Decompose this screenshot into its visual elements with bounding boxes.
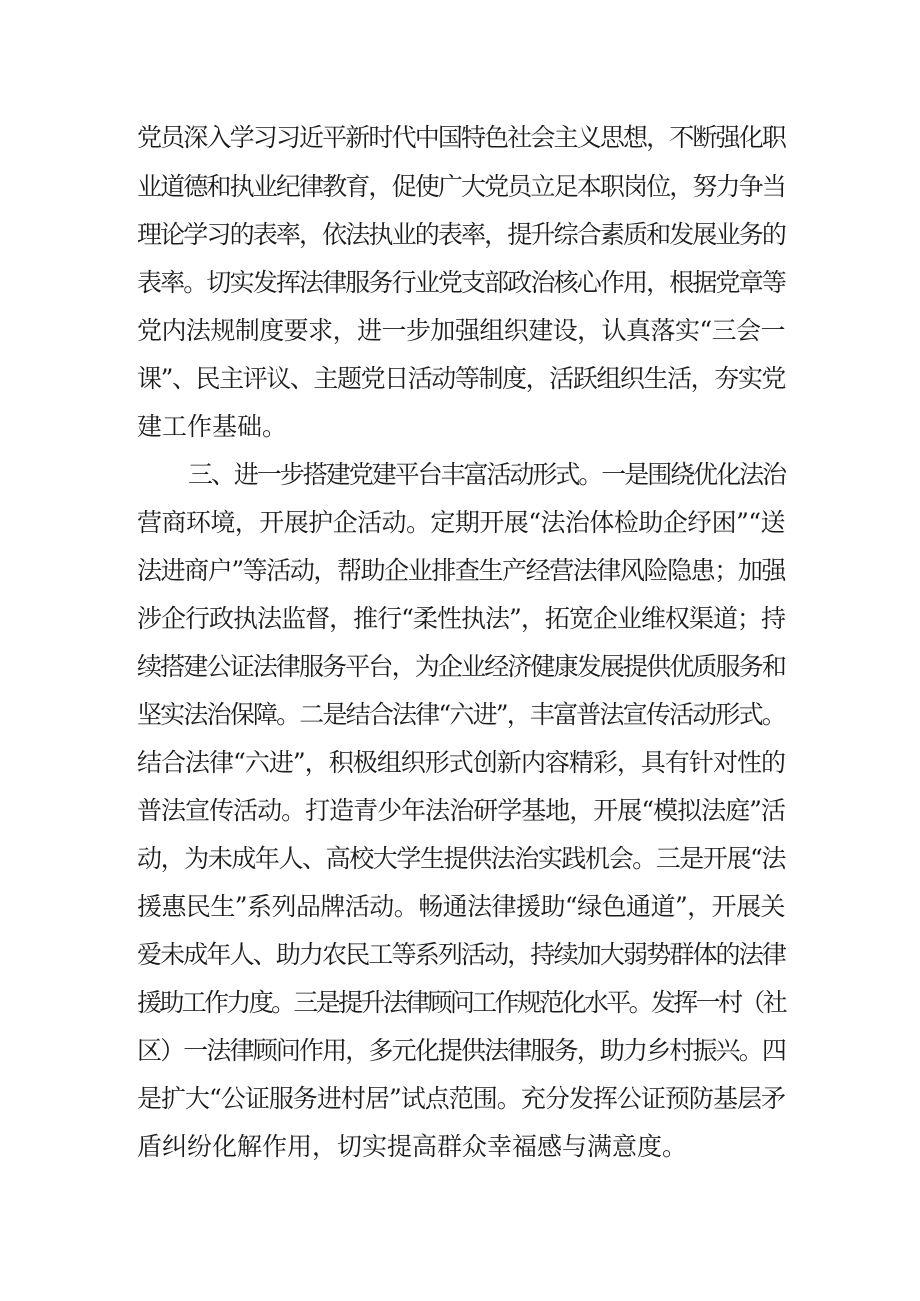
- text-line: 援助工作力度。三是提升法律顾问工作规范化水平。发挥一村（社: [137, 988, 785, 1017]
- text-line: 结合法律“六进”，积极组织形式创新内容精彩，具有针对性的: [137, 748, 785, 777]
- text-line: 续搭建公证法律服务平台，为企业经济健康发展提供优质服务和: [137, 652, 785, 681]
- section-heading-line: 三、进一步搭建党建平台丰富活动形式。一是围绕优化法治: [188, 460, 785, 489]
- text-line: 课”、民主评议、主题党日活动等制度，活跃组织生活，夯实党: [137, 364, 785, 393]
- text-line: 涉企行政执法监督，推行“柔性执法”，拓宽企业维权渠道；持: [137, 604, 785, 633]
- text-line: 法进商户”等活动，帮助企业排查生产经营法律风险隐患；加强: [137, 556, 785, 585]
- text-line: 爱未成年人、助力农民工等系列活动，持续加大弱势群体的法律: [137, 940, 785, 969]
- text-line: 动，为未成年人、高校大学生提供法治实践机会。三是开展“法: [137, 844, 785, 873]
- text-line: 区）一法律顾问作用，多元化提供法律服务，助力乡村振兴。四: [137, 1036, 785, 1065]
- text-line: 援惠民生”系列品牌活动。畅通法律援助“绿色通道”，开展关: [137, 892, 785, 921]
- text-line: 业道德和执业纪律教育，促使广大党员立足本职岗位，努力争当: [137, 172, 785, 201]
- text-line: 盾纠纷化解作用，切实提高群众幸福感与满意度。: [137, 1132, 688, 1161]
- text-line: 建工作基础。: [137, 412, 288, 441]
- text-line: 党内法规制度要求，进一步加强组织建设，认真落实“三会一: [137, 316, 785, 345]
- text-line: 党员深入学习习近平新时代中国特色社会主义思想，不断强化职: [137, 123, 785, 152]
- text-line: 是扩大“公证服务进村居”试点范围。充分发挥公证预防基层矛: [137, 1084, 785, 1113]
- text-line: 理论学习的表率，依法执业的表率，提升综合素质和发展业务的: [137, 220, 785, 249]
- text-line: 普法宣传活动。打造青少年法治研学基地，开展“模拟法庭”活: [137, 796, 785, 825]
- text-line: 表率。切实发挥法律服务行业党支部政治核心作用，根据党章等: [137, 268, 785, 297]
- text-line: 营商环境，开展护企活动。定期开展“法治体检助企纾困”“送: [137, 508, 785, 537]
- text-line: 坚实法治保障。二是结合法律“六进”，丰富普法宣传活动形式。: [137, 700, 785, 729]
